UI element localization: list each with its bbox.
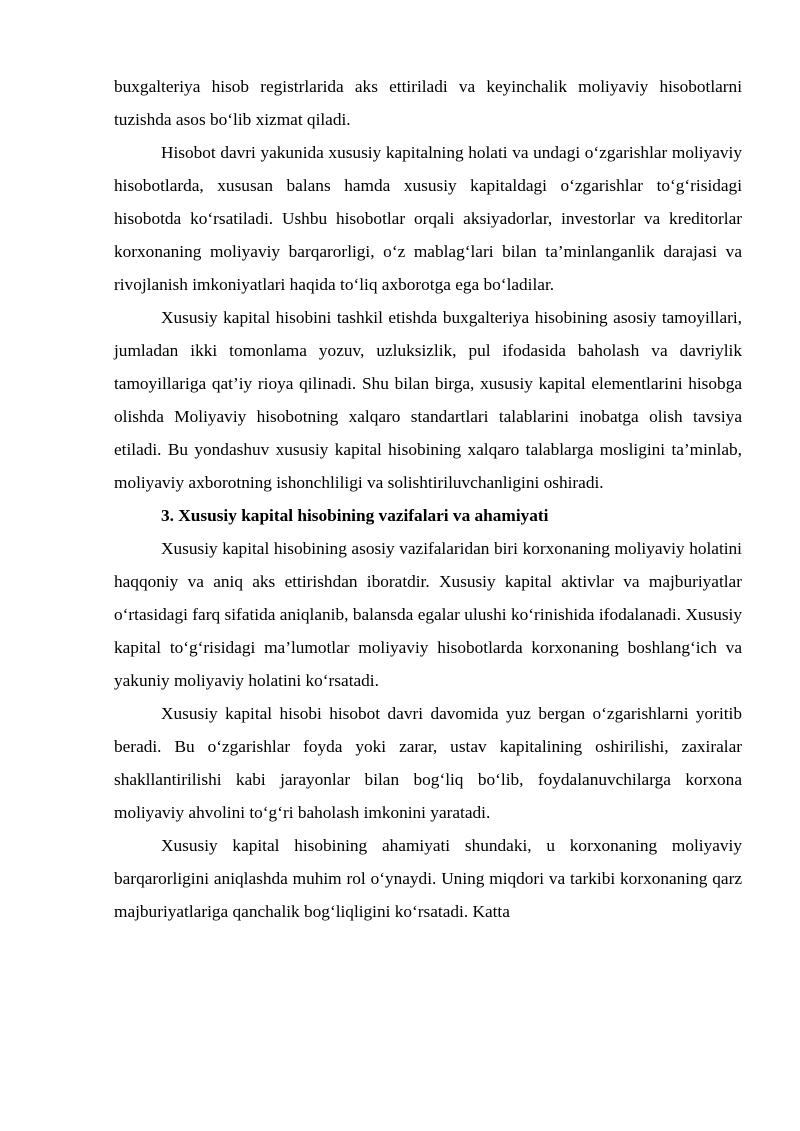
paragraph-tasks: Xususiy kapital hisobining asosiy vazifalaridan biri korxonaning moliyaviy holatini haqqoniy va aniq aks ettirishdan iboratdir. Xususiy kapital aktivlar va majburiyatlar o‘rtasidagi farq sifatida aniqlanib, balansda egalar ulushi ko‘rinishida ifodalanadi. Xususiy kapital to‘g‘risidagi ma’lumotlar moliyaviy hisobotlarda korxonaning boshlang‘ich va yakuniy moliyaviy holatini ko‘rsatadi. bbox=[114, 539, 742, 690]
document-page bbox=[114, 70, 742, 928]
paragraph-continuation: buxgalteriya hisob registrlarida aks ettiriladi va keyinchalik moliyaviy hisobotlarni tuzishda asos bo‘lib xizmat qiladi. bbox=[114, 77, 742, 129]
section-heading: 3. Xususiy kapital hisobining vazifalari va ahamiyati bbox=[161, 506, 549, 525]
paragraph-accounting-principles: Xususiy kapital hisobini tashkil etishda buxgalteriya hisobining asosiy tamoyillari, jumladan ikki tomonlama yozuv, uzluksizlik, pul ifodasida baholash va davriylik tamoyillariga qat’iy rioya qilinadi. Shu bilan birga, xususiy kapital elementlarini hisobga olishda Moliyaviy hisobotning xalqaro standartlari talablarini inobatga olish tavsiya etiladi. Bu yondashuv xususiy kapital hisobining xalqaro talablarga mosligini ta’minlab, moliyaviy axborotning ishonchliligi va solishtiriluvchanligini oshiradi. bbox=[114, 308, 742, 492]
paragraph-changes: Xususiy kapital hisobi hisobot davri davomida yuz bergan o‘zgarishlarni yoritib beradi. Bu o‘zgarishlar foyda yoki zarar, ustav kapitalining oshirilishi, zaxiralar shakllantirilishi kabi jarayonlar bilan bog‘liq bo‘lib, foydalanuvchilarga korxona moliyaviy ahvolini to‘g‘ri baholash imkonini yaratadi. bbox=[114, 704, 742, 822]
paragraph-importance: Xususiy kapital hisobining ahamiyati shundaki, u korxonaning moliyaviy barqarorligini aniqlashda muhim rol o‘ynaydi. Uning miqdori va tarkibi korxonaning qarz majburiyatlariga qanchalik bog‘liqligini ko‘rsatadi. Katta bbox=[114, 836, 742, 921]
paragraph-report-period: Hisobot davri yakunida xususiy kapitalning holati va undagi o‘zgarishlar moliyaviy hisobotlarda, xususan balans hamda xususiy kapitaldagi o‘zgarishlar to‘g‘risidagi hisobotda ko‘rsatiladi. Ushbu hisobotlar orqali aksiyadorlar, investorlar va kreditorlar korxonaning moliyaviy barqarorligi, o‘z mablag‘lari bilan ta’minlanganlik darajasi va rivojlanish imkoniyatlari haqida to‘liq axborotga ega bo‘ladilar. bbox=[114, 143, 742, 294]
